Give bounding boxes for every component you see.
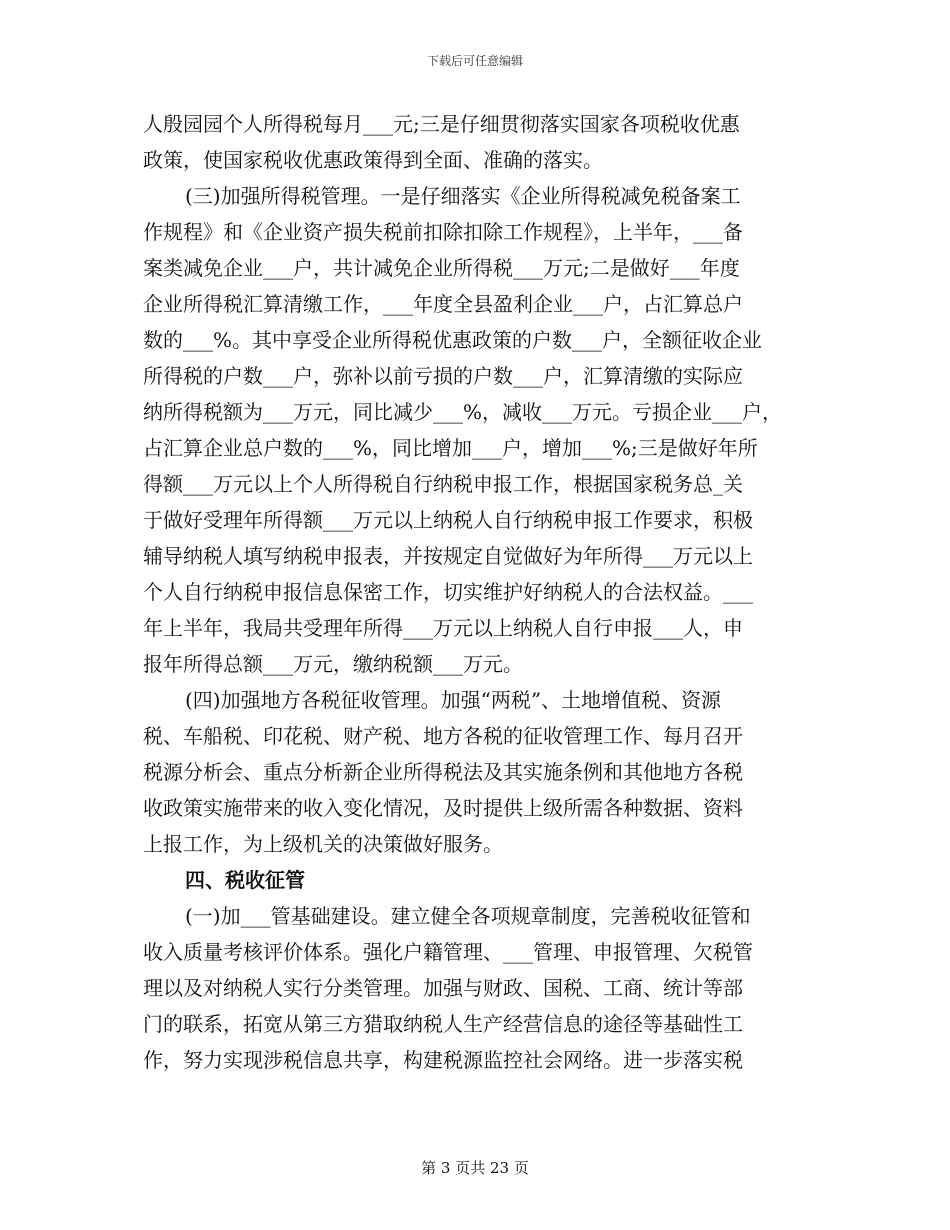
text-line: 收入质量考核评价体系。强化户籍管理、___管理、申报管理、欠税管 [143,940,753,964]
text-line: 于做好受理年所得额___万元以上纳税人自行纳税申报工作要求，积极 [143,508,753,532]
text-line: 辅导纳税人填写纳税申报表，并按规定自觉做好为年所得___万元以上 [143,544,753,568]
section-heading: 四、税收征管 [185,868,305,892]
text-line: 门的联系，拓宽从第三方猎取纳税人生产经营信息的途径等基础性工 [143,1012,743,1036]
text-line: 上报工作，为上级机关的决策做好服务。 [143,832,503,856]
text-line: 收政策实施带来的收入变化情况，及时提供上级所需各种数据、资料 [143,796,743,820]
text-line: 所得税的户数___户，弥补以前亏损的户数___户，汇算清缴的实际应 [143,364,743,388]
text-line: 年上半年，我局共受理年所得___万元以上纳税人自行申报___人，申 [143,616,743,640]
text-line: 税、车船税、印花税、财产税、地方各税的征收管理工作、每月召开 [143,724,743,748]
text-line: 报年所得总额___万元，缴纳税额___万元。 [143,652,523,676]
text-line: 案类减免企业___户，共计减免企业所得税___万元;二是做好___年度 [143,256,740,280]
text-line: 人殷园园个人所得税每月___元;三是仔细贯彻落实国家各项税收优惠 [143,112,740,136]
text-line: 企业所得税汇算清缴工作，___年度全县盈利企业___户，占汇算总户 [143,292,743,316]
text-line: 数的___%。其中享受企业所得税优惠政策的户数___户，全额征收企业 [143,328,763,352]
text-line: 占汇算企业总户数的___%，同比增加___户，增加___%;三是做好年所 [143,436,758,460]
text-line: 得额___万元以上个人所得税自行纳税申报工作，根据国家税务总_关 [143,472,743,496]
text-line: 作规程》和《企业资产损失税前扣除扣除工作规程》，上半年，___备 [143,220,743,244]
document-body [143,106,805,1078]
text-line: 理以及对纳税人实行分类管理。加强与财政、国税、工商、统计等部 [143,976,743,1000]
page-footer: 第 3 页共 23 页 [421,1159,529,1177]
text-line: 政策，使国家税收优惠政策得到全面、准确的落实。 [143,148,603,172]
text-line: 税源分析会、重点分析新企业所得税法及其实施条例和其他地方各税 [143,760,743,784]
text-line: 纳所得税额为___万元，同比减少___%，减收___万元。亏损企业___户， [143,400,783,424]
text-line: 个人自行纳税申报信息保密工作，切实维护好纳税人的合法权益。___ [143,580,753,604]
text-line: (三)加强所得税管理。一是仔细落实《企业所得税减免税备案工 [185,184,741,208]
text-line: (一)加___管基础建设。建立健全各项规章制度，完善税收征管和 [185,904,751,928]
page-header: 下载后可任意编辑 [426,54,523,68]
text-line: (四)加强地方各税征收管理。加强“两税”、土地增值税、资源 [185,688,722,712]
text-line: 作，努力实现涉税信息共享，构建税源监控社会网络。进一步落实税 [143,1048,743,1072]
